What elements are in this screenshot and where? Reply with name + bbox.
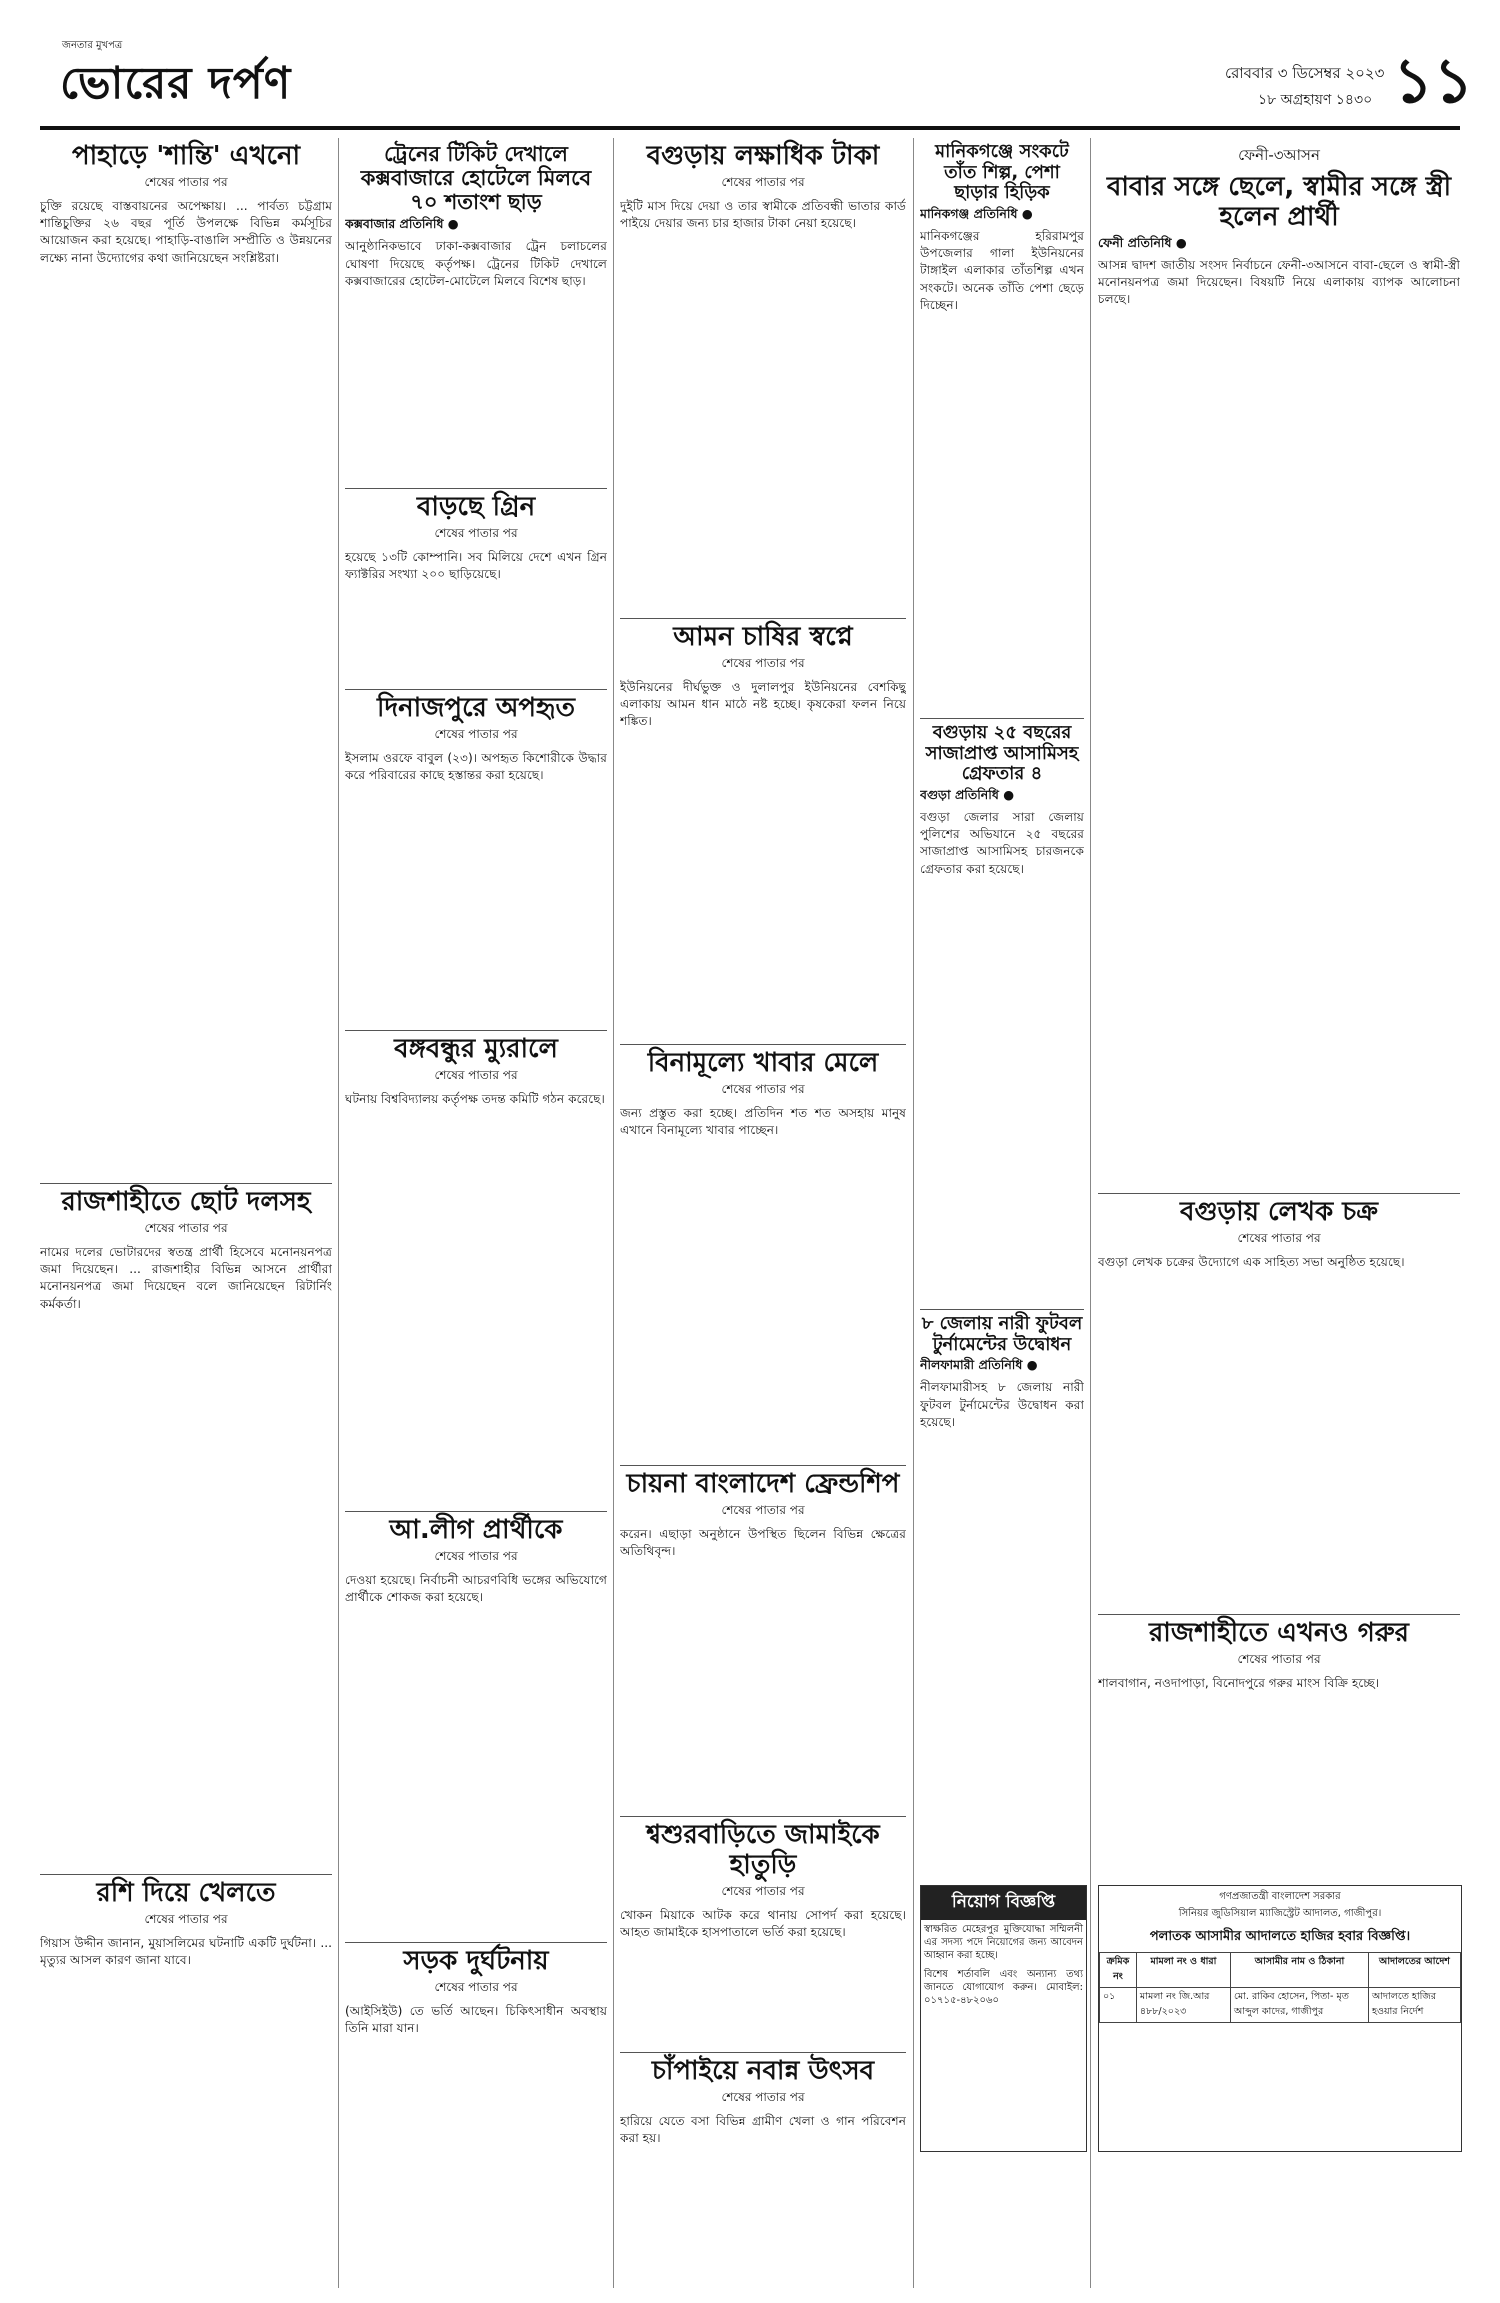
table-header: ক্রমিক নং — [1100, 1953, 1137, 1988]
ad-body: স্বাক্ষরিত মেহেরপুর মুক্তিযোদ্ধা সম্মিলনী এর সদস্য পদে নিয়োগের জন্য আবেদন আহ্বান করা হচ্ছে। — [924, 1924, 1083, 1961]
headline: বাবার সঙ্গে ছেলে, স্বামীর সঙ্গে স্ত্রী হলেন প্রার্থী — [1106, 172, 1452, 232]
headline: চাঁপাইয়ে নবান্ন উৎসব — [651, 2056, 875, 2086]
article-body: ইসলাম ওরফে বাবুল (২৩)। অপহৃত কিশোরীকে উদ্ধার করে পরিবারের কাছে হস্তান্তর করা হয়েছে। — [345, 750, 607, 783]
article-green — [345, 488, 607, 689]
article-body: নীলফামারীসহ ৮ জেলায় নারী ফুটবল টুর্নামেন্টের উদ্বোধন করা হয়েছে। — [920, 1380, 1084, 1429]
column-divider — [913, 138, 914, 2288]
notice-title: পলাতক আসামীর আদালতে হাজির হবার বিজ্ঞপ্তি। — [1149, 1929, 1411, 1944]
article-amon — [620, 618, 906, 1044]
continuation-note: শেষের পাতার পর — [1237, 1230, 1321, 1245]
article-shoshur — [620, 1816, 906, 2052]
column-2 — [345, 138, 607, 2288]
headline: বিনামূল্যে খাবার মেলে — [647, 1048, 879, 1078]
table-row — [1100, 1988, 1461, 2023]
headline: মানিকগঞ্জে সংকটে তাঁত শিল্প, পেশা ছাড়ার হিড়িক — [935, 141, 1069, 204]
byline: নীলফামারী প্রতিনিধি ● — [920, 1357, 1038, 1373]
date-bangla: ১৮ অগ্রহায়ণ ১৪৩০ — [1258, 92, 1373, 108]
article-binamulle — [620, 1044, 906, 1465]
article-body: গিয়াস উদ্দীন জানান, মুয়াসলিমের ঘটনাটি একটি দুর্ঘটনা। ... মৃত্যুর আসল কারণ জানা যাবে। — [40, 1935, 332, 1968]
article-body: আনুষ্ঠানিকভাবে ঢাকা-কক্সবাজার ট্রেন চলাচলের ঘোষণা দিয়েছে কর্তৃপক্ষ। ট্রেনের টিকিট দেখালে কক্সবাজারের হোটেল-মোটেলে মিলবে বিশেষ ছাড়। — [345, 239, 607, 288]
headline: আমন চাষির স্বপ্নে — [673, 622, 853, 652]
article-football — [920, 1309, 1084, 1870]
headline: বঙ্গবন্ধুর ম্যুরালে — [394, 1034, 558, 1064]
continuation-note: শেষের পাতার পর — [144, 1911, 228, 1926]
table-header: আদালতের আদেশ — [1368, 1953, 1460, 1988]
article-body: (আইসিইউ) তে ভর্তি আছেন। চিকিৎসাধীন অবস্থায় তিনি মারা যান। — [345, 2003, 607, 2036]
article-aleague — [345, 1511, 607, 1942]
ad-footer: বিশেষ শর্তাবলি এবং অন্যান্য তথ্য জানতে যোগাযোগ করুন। মোবাইল: ০১৭১৫-৪৮২০৬০ — [924, 1969, 1083, 2006]
article-bogura-25 — [920, 718, 1084, 1309]
continuation-note: শেষের পাতার পর — [721, 174, 805, 189]
article-body: আসন্ন দ্বাদশ জাতীয় সংসদ নির্বাচনে ফেনী-৩আসনে বাবা-ছেলে ও স্বামী-স্ত্রী মনোনয়নপত্র জমা দিয়েছেন। বিষয়টি নিয়ে এলাকায় ব্যাপক আলোচনা চলছে। — [1098, 257, 1460, 307]
article-bogura-lokkhadhik — [620, 138, 906, 618]
masthead — [0, 0, 1500, 150]
continuation-note: শেষের পাতার পর — [721, 655, 805, 670]
article-china — [620, 1465, 906, 1816]
article-body: দেওয়া হয়েছে। নির্বাচনী আচরণবিধি ভঙ্গের অভিযোগে প্রার্থীকে শোকজ করা হয়েছে। — [345, 1572, 607, 1605]
article-body: খোকন মিয়াকে আটক করে থানায় সোপর্দ করা হয়েছে। আহত জামাইকে হাসপাতালে ভর্তি করা হয়েছে। — [620, 1907, 906, 1939]
continuation-note: শেষের পাতার পর — [721, 1502, 805, 1517]
masthead-rule — [40, 126, 1460, 130]
article-body: নামের দলের ভোটারদের স্বতন্ত্র প্রার্থী হিসেবে মনোনয়নপত্র জমা দিয়েছেন। ... রাজশাহীর বিভিন্ন আসনে প্রার্থীরা মনোনয়নপত্র জমা দিয়েছেন বলে জানিয়েছেন রিটার্নিং কর্মকর্তা। — [40, 1244, 332, 1311]
article-body: বগুড়া জেলার সারা জেলায় পুলিশের অভিযানে ২৫ বছরের সাজাপ্রাপ্ত আসামিসহ চারজনকে গ্রেফতার করা হয়েছে। — [920, 810, 1084, 876]
notice-header-2: সিনিয়র জুডিসিয়াল ম্যাজিস্ট্রেট আদালত, গাজীপুর। — [1178, 1908, 1382, 1919]
article-body: করেন। এছাড়া অনুষ্ঠানে উপস্থিত ছিলেন বিভিন্ন ক্ষেত্রের অতিথিবৃন্দ। — [620, 1526, 906, 1559]
continuation-note: শেষের পাতার পর — [434, 1067, 518, 1082]
column-3 — [620, 138, 906, 2288]
continuation-note: শেষের পাতার পর — [144, 1220, 228, 1235]
headline: বাড়ছে গ্রিন — [416, 492, 536, 522]
article-lekhok — [1098, 1193, 1460, 1614]
headline: পাহাড়ে 'শান্তি' এখনো — [71, 141, 301, 171]
headline: চায়না বাংলাদেশ ফ্রেন্ডশিপ — [626, 1469, 900, 1499]
headline: বগুড়ায় ২৫ বছরের সাজাপ্রাপ্ত আসামিসহ গ্রেফতার ৪ — [925, 722, 1079, 785]
continuation-note: শেষের পাতার পর — [434, 1548, 518, 1563]
continuation-note: শেষের পাতার পর — [721, 1081, 805, 1096]
byline: বগুড়া প্রতিনিধি ● — [920, 787, 1015, 803]
article-dinajpur — [345, 689, 607, 1030]
ad-niyog-biggapti — [920, 1885, 1087, 2152]
table-header: আসামীর নাম ও ঠিকানা — [1231, 1953, 1369, 1988]
article-body: ইউনিয়নের দীর্ঘভুক্ত ও দুলালপুর ইউনিয়নের বেশকিছু এলাকায় আমন ধান মাঠে নষ্ট হচ্ছে। কৃষকেরা ফলন নিয়ে শঙ্কিত। — [620, 679, 906, 729]
article-body: শালবাগান, নওদাপাড়া, বিনোদপুরে গরুর মাংস বিক্রি হচ্ছে। — [1098, 1675, 1380, 1690]
continuation-note: শেষের পাতার পর — [434, 1979, 518, 1994]
notice-table — [1099, 1952, 1461, 2023]
continuation-note: শেষের পাতার পর — [144, 174, 228, 189]
table-cell: মামলা নং জি.আর ৪৮৮/২০২৩ — [1136, 1988, 1230, 2023]
headline: রাজশাহীতে ছোট দলসহ — [61, 1187, 311, 1217]
article-body: চুক্তি রয়েছে বাস্তবায়নের অপেক্ষায়। ... পার্বত্য চট্টগ্রাম শান্তিচুক্তির ২৬ বছর পূর্তি উপলক্ষে বিভিন্ন কর্মসূচির আয়োজন করা হয়েছে। পাহাড়ি-বাঙালি সম্প্রীতি ও উন্নয়নের লক্ষ্যে নানা উদ্যোগের কথা জানিয়েছেন সংশ্লিষ্টরা। — [40, 198, 332, 265]
headline: আ.লীগ প্রার্থীকে — [389, 1515, 563, 1545]
table-header: মামলা নং ও ধারা — [1136, 1953, 1230, 1988]
continuation-note: শেষের পাতার পর — [434, 525, 518, 540]
article-body: হয়েছে ১৩টি কোম্পানি। সব মিলিয়ে দেশে এখন গ্রিন ফ্যাক্টরির সংখ্যা ২০০ ছাড়িয়েছে। — [345, 549, 607, 582]
headline: ৮ জেলায় নারী ফুটবল টুর্নামেন্টের উদ্বোধন — [921, 1313, 1083, 1355]
article-feni — [1098, 138, 1460, 1193]
continuation-note: শেষের পাতার পর — [1237, 1651, 1321, 1666]
byline: মানিকগঞ্জ প্রতিনিধি ● — [920, 206, 1033, 222]
article-body: হারিয়ে যেতে বসা বিভিন্ন গ্রামীণ খেলা ও গান পরিবেশন করা হয়। — [620, 2113, 906, 2146]
article-train — [345, 138, 607, 488]
article-body: বগুড়া লেখক চক্রের উদ্যোগে এক সাহিত্য সভা অনুষ্ঠিত হয়েছে। — [1098, 1254, 1405, 1269]
article-body: ঘটনায় বিশ্ববিদ্যালয় কর্তৃপক্ষ তদন্ত কমিটি গঠন করেছে। — [345, 1091, 605, 1106]
column-divider — [613, 138, 614, 2288]
notice-header-1: গণপ্রজাতন্ত্রী বাংলাদেশ সরকার — [1219, 1891, 1341, 1902]
continuation-note: শেষের পাতার পর — [721, 1883, 805, 1898]
article-bangabandhu — [345, 1030, 607, 1511]
headline: বগুড়ায় লেখক চক্র — [1179, 1197, 1378, 1227]
masthead-tagline: জনতার মুখপত্র — [62, 40, 123, 51]
table-cell: ০১ — [1100, 1988, 1137, 2023]
page-number: ১১ — [1393, 44, 1474, 117]
continuation-note: শেষের পাতার পর — [721, 2089, 805, 2104]
headline: দিনাজপুরে অপহৃত — [377, 693, 575, 723]
headline: শ্বশুরবাড়িতে জামাইকে হাতুড়ি — [646, 1820, 880, 1880]
article-chapai — [620, 2052, 906, 2283]
article-body: দুইটি মাস দিয়ে দেয়া ও তার স্বামীকে প্রতিবন্ধী ভাতার কার্ড পাইয়ে দেয়ার জন্য চার হাজার টাকা নেয়া হয়েছে। — [620, 198, 906, 231]
article-pahar — [40, 138, 332, 1183]
article-sorok — [345, 1942, 607, 2288]
article-roshi — [40, 1874, 332, 2275]
headline: বগুড়ায় লক্ষাধিক টাকা — [646, 141, 880, 171]
date-english: রোববার ৩ ডিসেম্বর ২০২৩ — [1225, 64, 1385, 82]
column-1 — [40, 138, 332, 2288]
ad-court-notice — [1098, 1885, 1462, 2152]
paper-logo: ভোরের দর্পণ — [60, 58, 292, 109]
article-manikganj — [920, 138, 1084, 718]
headline: সড়ক দুর্ঘটনায় — [403, 1946, 549, 1976]
article-body: মানিকগঞ্জের হরিরামপুর উপজেলার গালা ইউনিয়নের টাঙ্গাইল এলাকার তাঁতশিল্প এখন সংকটে। অনেক তাঁতি পেশা ছেড়ে দিচ্ছেন। — [920, 229, 1084, 312]
article-body: জন্য প্রস্তুত করা হচ্ছে। প্রতিদিন শত শত অসহায় মানুষ এখানে বিনামূল্যে খাবার পাচ্ছেন। — [620, 1105, 906, 1138]
table-cell: আদালতে হাজির হওয়ার নির্দেশ — [1368, 1988, 1460, 2023]
column-divider — [1090, 138, 1091, 2288]
ad-title: নিয়োগ বিজ্ঞপ্তি — [921, 1886, 1086, 1920]
table-cell: মো. রাকিব হোসেন, পিতা- মৃত আব্দুল কাদের, গাজীপুর — [1231, 1988, 1369, 2023]
kicker: ফেনী-৩আসন — [1238, 146, 1320, 164]
byline: ফেনী প্রতিনিধি ● — [1098, 234, 1187, 250]
column-divider — [338, 138, 339, 2288]
headline: রাজশাহীতে এখনও গরুর — [1149, 1618, 1409, 1648]
headline: রশি দিয়ে খেলতে — [96, 1878, 276, 1908]
continuation-note: শেষের পাতার পর — [434, 726, 518, 741]
article-rajshahi-dolonshoh — [40, 1183, 332, 1874]
headline: ট্রেনের টিকিট দেখালে কক্সবাজারে হোটেলে মিলবে ৭০ শতাংশ ছাড় — [360, 142, 592, 215]
byline: কক্সবাজার প্রতিনিধি ● — [345, 216, 459, 232]
